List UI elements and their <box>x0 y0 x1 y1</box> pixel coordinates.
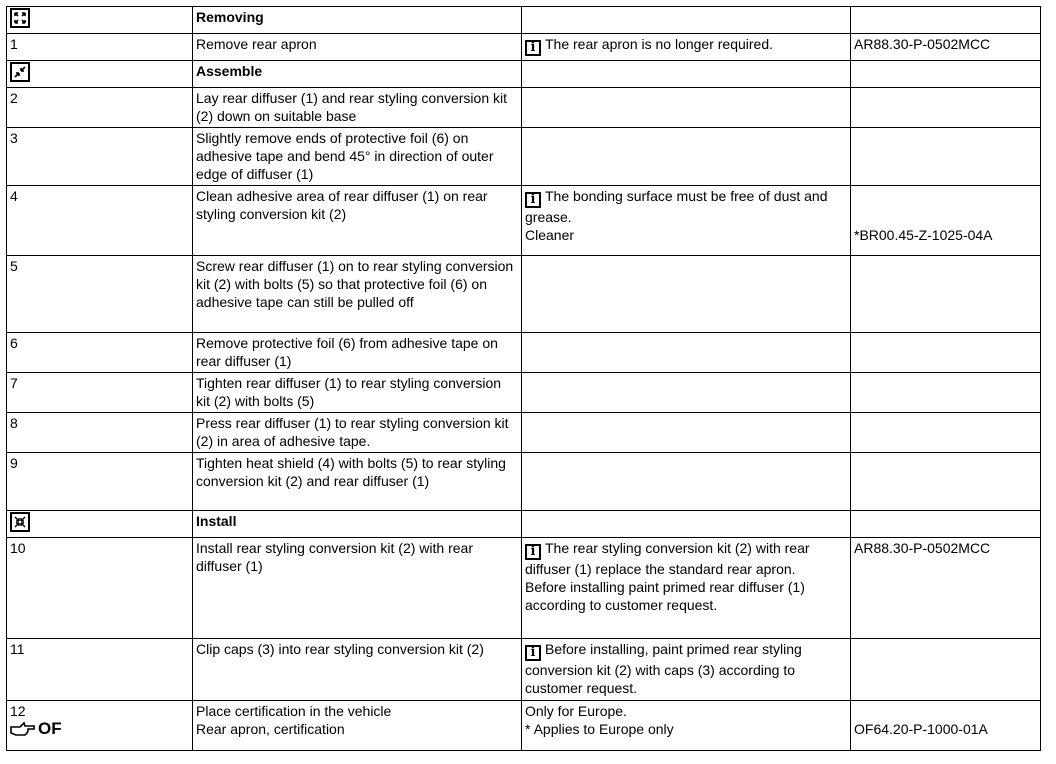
step-note-secondary: Cleaner <box>525 227 575 243</box>
step-action: Install rear styling conversion kit (2) with rear diffuser (1) <box>193 538 522 639</box>
section-row-install <box>7 511 1041 538</box>
section-title: Install <box>193 511 522 538</box>
section-row-removing <box>7 7 1041 34</box>
step-number: 5 <box>7 256 193 333</box>
table-row <box>7 186 1041 256</box>
step-number: 1 <box>7 34 193 61</box>
footer-note: * Applies to Europe only <box>525 721 674 737</box>
step-action: Place certification in the vehicle <box>196 703 392 719</box>
step-number: 2 <box>7 88 193 128</box>
table-row <box>7 128 1041 186</box>
section-title: Assemble <box>193 61 522 88</box>
hand-pointer-icon <box>10 720 62 738</box>
table-row <box>7 333 1041 373</box>
section-title: Removing <box>193 7 522 34</box>
table-row <box>7 639 1041 701</box>
step-number: 12 <box>10 703 26 719</box>
step-action: Lay rear diffuser (1) and rear styling conversion kit (2) down on suitable base <box>193 88 522 128</box>
assemble-icon <box>10 62 30 82</box>
step-action: Tighten rear diffuser (1) to rear styling conversion kit (2) with bolts (5) <box>193 373 522 413</box>
step-action: Clip caps (3) into rear styling conversion kit (2) <box>193 639 522 701</box>
remove-icon <box>10 8 30 28</box>
step-number: 10 <box>7 538 193 639</box>
table-row <box>7 453 1041 511</box>
table-row <box>7 88 1041 128</box>
install-icon <box>10 512 30 532</box>
step-action: Remove protective foil (6) from adhesive tape on rear diffuser (1) <box>193 333 522 373</box>
step-number: 4 <box>7 186 193 256</box>
info-icon: i <box>525 192 541 208</box>
table-row <box>7 373 1041 413</box>
step-note: Only for Europe. <box>525 703 627 719</box>
step-number: 9 <box>7 453 193 511</box>
step-note: The bonding surface must be free of dust and grease. <box>525 188 828 225</box>
table-row <box>7 34 1041 61</box>
step-note: The rear apron is no longer required. <box>545 36 774 52</box>
step-note-secondary: Before installing paint primed rear diffuser (1) according to customer request. <box>525 579 805 613</box>
step-reference-link[interactable]: AR88.30-P-0502MCC <box>851 538 1041 639</box>
step-number: 3 <box>7 128 193 186</box>
step-action: Press rear diffuser (1) to rear styling conversion kit (2) in area of adhesive tape. <box>193 413 522 453</box>
step-action: Clean adhesive area of rear diffuser (1) on rear styling conversion kit (2) <box>193 186 522 256</box>
step-action: Remove rear apron <box>193 34 522 61</box>
info-icon: i <box>525 40 541 56</box>
table-row <box>7 538 1041 639</box>
step-action: Screw rear diffuser (1) on to rear styling conversion kit (2) with bolts (5) so that protective foil (6) on adhesive tape can still be pulled off <box>193 256 522 333</box>
section-row-assemble <box>7 61 1041 88</box>
step-reference-link[interactable]: AR88.30-P-0502MCC <box>851 34 1041 61</box>
info-icon: i <box>525 544 541 560</box>
step-number: 8 <box>7 413 193 453</box>
footer-label: OF <box>38 719 62 738</box>
procedure-table <box>6 6 1041 751</box>
table-row <box>7 256 1041 333</box>
step-note: The rear styling conversion kit (2) with rear diffuser (1) replace the standard rear apron. <box>525 540 810 577</box>
table-row <box>7 413 1041 453</box>
step-reference-link[interactable]: *BR00.45-Z-1025-04A <box>854 227 993 243</box>
info-icon: i <box>525 645 541 661</box>
step-action: Tighten heat shield (4) with bolts (5) to rear styling conversion kit (2) and rear diffuser (1) <box>193 453 522 511</box>
table-row <box>7 701 1041 751</box>
footer-reference-link[interactable]: OF64.20-P-1000-01A <box>854 721 988 737</box>
step-action: Slightly remove ends of protective foil (6) on adhesive tape and bend 45° in direction of outer edge of diffuser (1) <box>193 128 522 186</box>
step-number: 11 <box>7 639 193 701</box>
footer-action: Rear apron, certification <box>196 721 345 737</box>
step-number: 6 <box>7 333 193 373</box>
step-note: Before installing, paint primed rear styling conversion kit (2) with caps (3) according to customer request. <box>525 641 802 696</box>
step-number: 7 <box>7 373 193 413</box>
